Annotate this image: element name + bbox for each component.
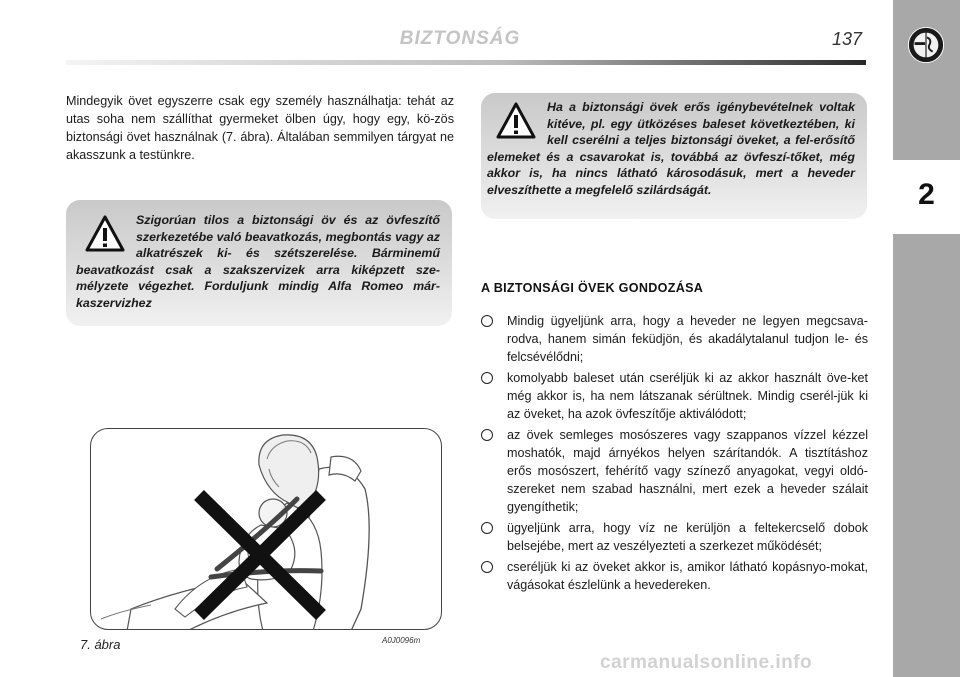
list-item-text: ügyeljünk arra, hogy víz ne kerüljön a feltekercselő dobok belsejébe, mert az veszélyezteti a szerkezet működését; [507,521,868,553]
list-item-text: komolyabb baleset után cseréljük ki az akkor használt öve-ket még akkor is, ha nem látszanak sérültnek. Mindig cserél-jük ki az öveket, ha azok övfeszítője aktiválódott; [507,371,868,421]
bullet-circle-icon [481,429,493,441]
list-item [481,312,868,366]
warning-triangle-icon [84,214,126,254]
list-item [481,426,868,516]
bullet-circle-icon [481,561,493,573]
list-item-text: Mindig ügyeljünk arra, hogy a heveder ne legyen megcsava-rodva, hanem simán feküdjön, és akadálytalanul tudjon le- és felcsévélődni; [507,314,868,364]
warning-text: Szigorúan tilos a biztonsági öv és az övfeszítő szerkezetébe való beavatkozás, megbontás vagy az alkatrészek ki- és szétszerelése. Bárminemű beavatkozást csak a szakszervizek arra kiképzett sze-mélyzete végezhet. Forduljunk mindig Alfa Romeo már-kaszervizhez [76,213,440,310]
figure-child-on-lap-illustration [90,428,442,630]
figure-code: A0J0096m [382,636,421,645]
list-item-text: cseréljük ki az öveket akkor is, amikor látható kopásnyo-mokat, vágásokat észlelünk a hevedereken. [507,560,868,592]
bullet-circle-icon [481,522,493,534]
chapter-sidebar [893,0,960,677]
list-item [481,369,868,423]
list-item [481,558,868,594]
belt-care-list [481,312,868,597]
child-on-lap-illustration [91,429,442,630]
header-divider [66,60,866,65]
chapter-number: 2 [918,178,935,211]
warning-triangle-icon [495,101,537,141]
warning-box-tampering [66,200,452,326]
page-number: 137 [832,29,863,49]
warning-text: Ha a biztonsági övek erős igénybevételnek voltak kitéve, pl. egy ütközéses baleset következtében, ki kell cserélni a teljes biztonsági öveket, a fel-erősítő elemeket és a csavarokat is, továbbá az övfeszí-tőket, még akkor is, ha nincs látható károsodásuk, mert a heveder elveszíthette a megfelelő szilárdságát. [487,100,855,197]
page-header-title: BIZTONSÁG [399,28,521,49]
watermark: carmanualsonline.info [600,652,813,673]
list-item [481,519,868,555]
list-item-text: az övek semleges mosószeres vagy szappanos vízzel kézzel moshatók, majd árnyékos helyen szárítandók. A tisztításhoz erős mosószert, fehérítő vagy színező anyagokat, vegyi oldó-szereket nem szabad használni, mert ezek a heveder szálait gyengíthetik; [507,428,868,514]
bullet-circle-icon [481,372,493,384]
intro-paragraph: Mindegyik övet egyszerre csak egy személy használhatja: tehát az utas soha nem szállíthat gyermeket ölben úgy, hogy egy, kö-zös biztonsági övet használnak (7. ábra). Általában semmilyen tárgyat ne akasszunk a testünkre. [66,94,454,162]
alfa-romeo-logo-icon [907,26,945,64]
section-heading-belt-care: A BIZTONSÁGI ÖVEK GONDOZÁSA [481,281,704,295]
figure-caption: 7. ábra [80,637,121,652]
warning-box-replacement [481,93,867,219]
bullet-circle-icon [481,315,493,327]
